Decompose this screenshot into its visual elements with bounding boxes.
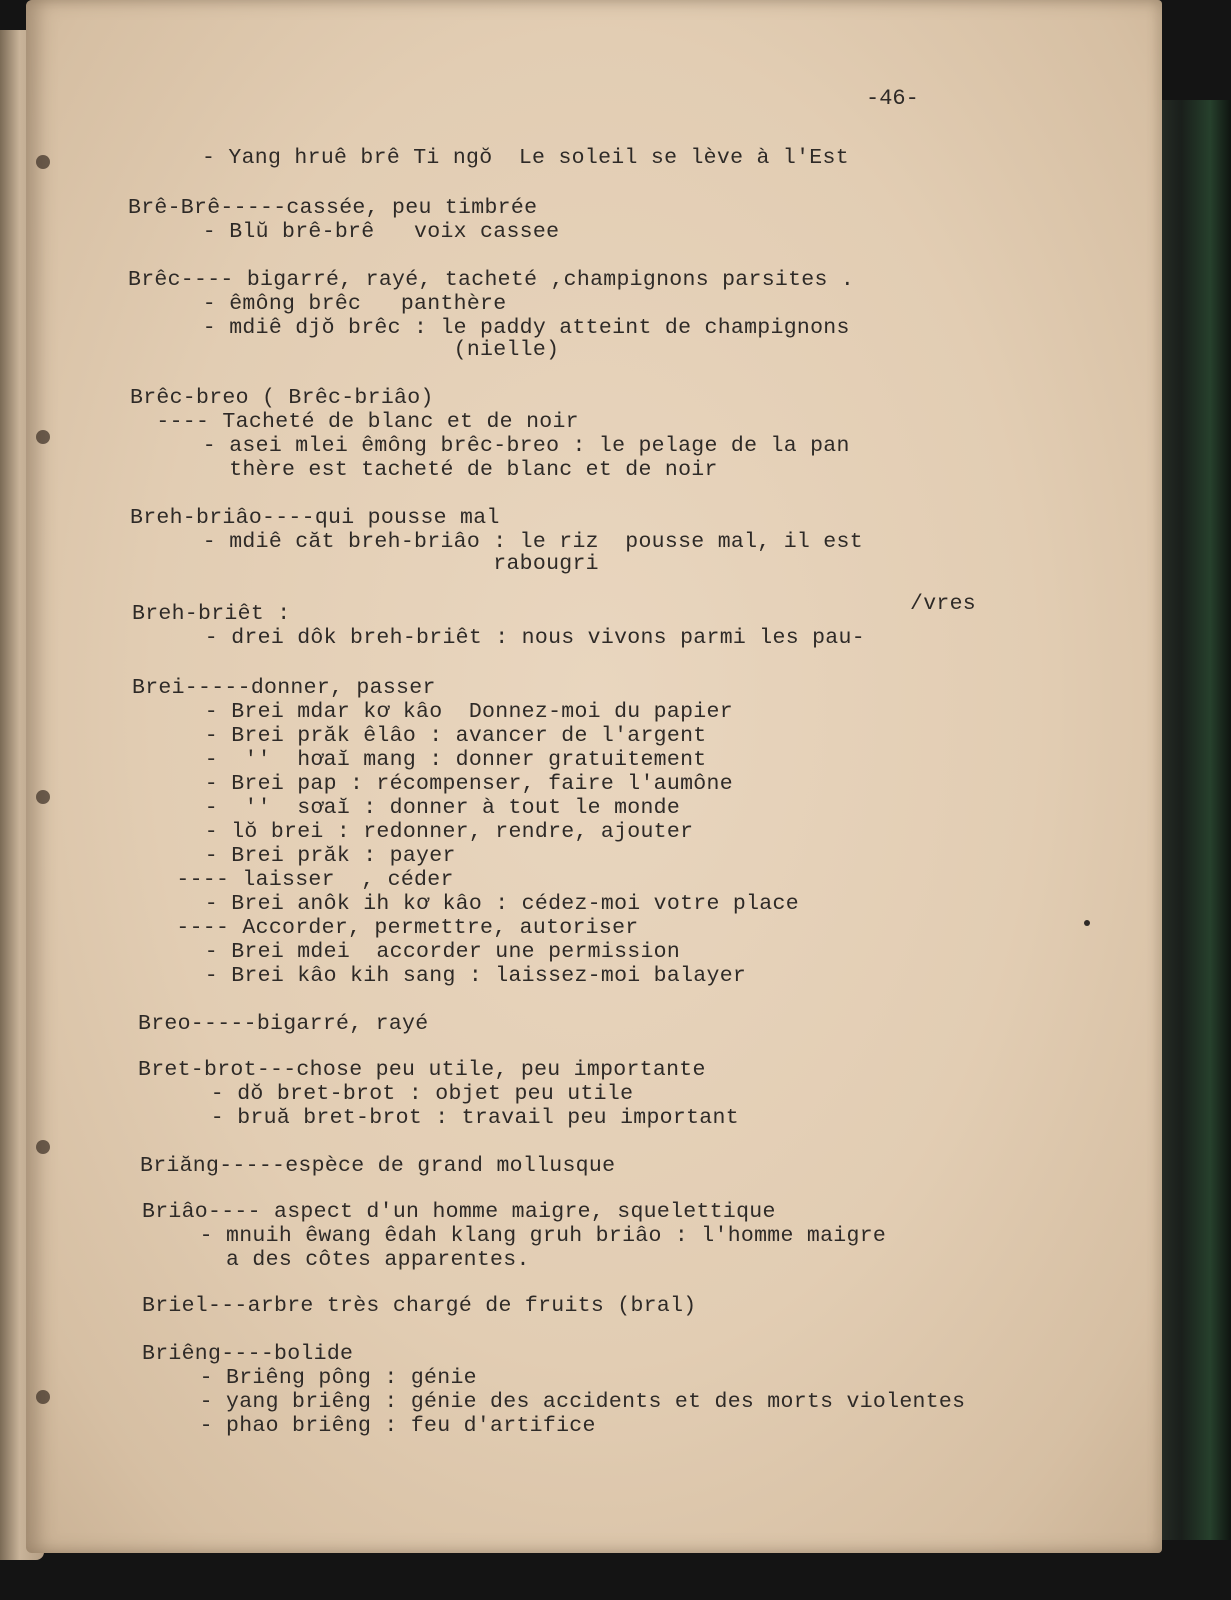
entry-headword: Briâo---- aspect d'un homme maigre, squelettique [142,1200,776,1224]
text-line: - Brei mdei accorder une permission [152,940,681,964]
entry-headword: Breo-----bigarré, rayé [138,1012,429,1036]
text-line: - Blŭ brê-brê voix cassee [150,220,560,244]
text-line: - '' hơaĭ mang : donner gratuitement [152,748,707,772]
entry-headword: Breh-briêt : [132,602,291,626]
text-line: - yang briêng : génie des accidents et des morts violentes [160,1390,966,1414]
entry-headword: Brêc---- bigarré, rayé, tacheté ,champignons parsites . [128,268,855,292]
binding-hole [36,1390,50,1404]
ink-speck [1084,920,1090,926]
entry-headword: Briel---arbre très chargé de fruits (bral) [142,1294,697,1318]
text-line: ---- Accorder, permettre, autoriser [150,916,639,940]
text-line: ---- laisser , céder [150,868,454,892]
text-line: - mnuih êwang êdah klang gruh briâo : l'homme maigre [160,1224,887,1248]
text-line: rabougri [150,552,599,576]
text-line: - phao briêng : feu d'artifice [160,1414,596,1438]
binding-hole [36,430,50,444]
binding-hole [36,790,50,804]
entry-headword: Brêc-breo ( Brêc-briâo) [130,386,434,410]
text-line: /vres [910,592,977,616]
text-line: - Brei prăk : payer [152,844,456,868]
text-line: - bruă bret-brot : travail peu important [158,1106,739,1130]
text-line: ---- Tacheté de blanc et de noir [130,410,579,434]
text-line: - Brei kâo kih sang : laissez-moi balayer [152,964,747,988]
text-line: - Brei mdar kơ kâo Donnez-moi du papier [152,700,733,724]
binding-hole [36,1140,50,1154]
text-line: - Brei anôk ih kơ kâo : cédez-moi votre place [152,892,799,916]
text-line: - mdiê căt breh-briâo : le riz pousse mal, il est [150,530,863,554]
text-line: thère est tacheté de blanc et de noir [150,458,718,482]
text-line: - asei mlei êmông brêc-breo : le pelage de la pan [150,434,850,458]
text-line: - Yang hruê brê Ti ngŏ Le soleil se lève à l'Est [202,146,849,170]
text-line: - lŏ brei : redonner, rendre, ajouter [152,820,694,844]
text-line: - Brei prăk êlâo : avancer de l'argent [152,724,707,748]
text-line: a des côtes apparentes. [160,1248,530,1272]
entry-headword: Briêng----bolide [142,1342,354,1366]
entry-headword: Breh-briâo----qui pousse mal [130,506,500,530]
binding-hole [36,155,50,169]
text-line: - '' sơaĭ : donner à tout le monde [152,796,681,820]
text-line: (nielle) [150,338,560,362]
text-line: - êmông brêc panthère [150,292,507,316]
page-number: -46- [866,86,919,111]
text-line: - dŏ bret-brot : objet peu utile [158,1082,634,1106]
text-line: - drei dôk breh-briêt : nous vivons parmi les pau- [152,626,865,650]
text-line: - Brei pap : récompenser, faire l'aumône [152,772,733,796]
entry-headword: Briăng-----espèce de grand mollusque [140,1154,616,1178]
text-line: - Briêng pông : génie [160,1366,477,1390]
entry-headword: Brê-Brê-----cassée, peu timbrée [128,196,538,220]
text-line: - mdiê djŏ brêc : le paddy atteint de champignons [150,316,850,340]
entry-headword: Brei-----donner, passer [132,676,436,700]
entry-headword: Bret-brot---chose peu utile, peu importante [138,1058,706,1082]
